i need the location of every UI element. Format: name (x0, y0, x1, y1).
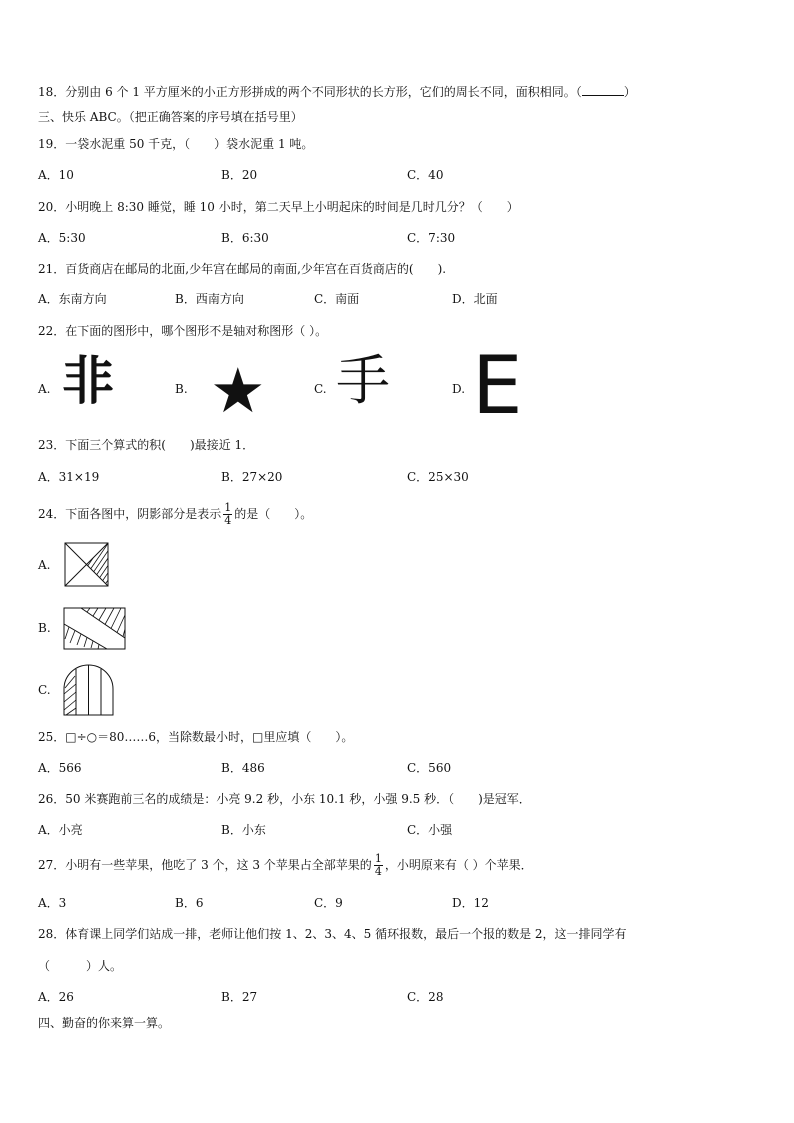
q28-option-b[interactable]: B．27 (221, 990, 258, 1004)
q25-option-a[interactable]: A．566 (38, 761, 82, 775)
q20-option-c[interactable]: C．7:30 (407, 231, 456, 245)
q24-label-a[interactable]: A. (38, 558, 51, 572)
q21-option-c[interactable]: C．南面 (314, 292, 360, 306)
q22-figure-shou: 手 (336, 349, 390, 412)
question-24-text: 24．下面各图中，阴影部分是表示 (38, 507, 222, 521)
question-24-tail: 的是（ ）。 (234, 507, 313, 521)
q27-option-d[interactable]: D．12 (452, 896, 489, 910)
fraction-one-quarter (374, 853, 383, 878)
question-18-text: 18．分别由 6 个 1 平方厘米的小正方形拼成的两个不同形状的长方形，它们的周长不同，面积相同。（ (38, 85, 582, 99)
q19-option-a[interactable]: A．10 (38, 168, 74, 182)
q26-option-c[interactable]: C．小强 (407, 823, 453, 837)
q24-figure-c (63, 664, 114, 716)
question-19: 19．一袋水泥重 50 千克，（ ）袋水泥重 1 吨。 (38, 137, 314, 151)
q28-option-c[interactable]: C．28 (407, 990, 444, 1004)
q23-option-a[interactable]: A．31×19 (38, 470, 100, 484)
question-20: 20．小明晚上 8:30 睡觉，睡 10 小时，第二天早上小明起床的时间是几时几分？（ ） (38, 200, 519, 214)
q24-figure-b (63, 607, 126, 650)
q22-figure-star: ★ (210, 354, 266, 427)
question-26: 26．50 米赛跑前三名的成绩是：小亮 9.2 秒，小东 10.1 秒，小强 9.5 秒．（ )是冠军． (38, 792, 531, 806)
q28-option-a[interactable]: A．26 (38, 990, 74, 1004)
question-27-text: 27．小明有一些苹果，他吃了 3 个，这 3 个苹果占全部苹果的 (38, 858, 372, 872)
q24-label-b[interactable]: B. (38, 621, 51, 635)
q23-option-c[interactable]: C．25×30 (407, 470, 469, 484)
q25-option-b[interactable]: B．486 (221, 761, 265, 775)
question-24 (38, 500, 312, 528)
q22-figure-e: E (472, 339, 523, 432)
question-25: 25．□÷○＝80……6，当除数最小时，□里应填（ ）。 (38, 730, 354, 744)
q19-option-b[interactable]: B．20 (221, 168, 258, 182)
q22-label-a[interactable]: A. (38, 382, 51, 396)
q21-option-a[interactable]: A．东南方向 (38, 292, 107, 306)
q27-option-a[interactable]: A．3 (38, 896, 67, 910)
question-18-close: ） (623, 85, 636, 99)
q26-option-a[interactable]: A．小亮 (38, 823, 83, 837)
q24-figure-a (64, 542, 109, 587)
question-21: 21．百货商店在邮局的北面,少年宫在邮局的南面,少年宫在百货商店的( ). (38, 262, 447, 276)
q23-option-b[interactable]: B．27×20 (221, 470, 283, 484)
q24-label-c[interactable]: C. (38, 683, 51, 697)
question-18 (38, 84, 636, 100)
q26-option-b[interactable]: B．小东 (221, 823, 266, 837)
section-3-heading: 三、快乐 ABC。（把正确答案的序号填在括号里） (38, 110, 303, 124)
fraction-one-quarter (223, 502, 232, 527)
section-4-heading: 四、勤奋的你来算一算。 (38, 1016, 171, 1030)
fraction-numerator: 1 (224, 501, 232, 514)
q21-option-b[interactable]: B．西南方向 (175, 292, 244, 306)
fraction-denominator: 4 (224, 514, 232, 527)
q19-option-c[interactable]: C．40 (407, 168, 444, 182)
q21-option-d[interactable]: D．北面 (452, 292, 498, 306)
question-27-tail: ，小明原来有（ ）个苹果． (384, 858, 533, 872)
question-28-line2: （ ）人。 (38, 959, 123, 973)
q27-option-b[interactable]: B．6 (175, 896, 204, 910)
q27-option-c[interactable]: C．9 (314, 896, 343, 910)
question-28-line1: 28．体育课上同学们站成一排，老师让他们按 1、2、3、4、5 循环报数，最后一个报的数是 2，这一排同学有 (38, 927, 627, 941)
q20-option-a[interactable]: A．5:30 (38, 231, 86, 245)
q22-figure-fei: 非 (62, 352, 115, 412)
q22-label-c[interactable]: C. (314, 382, 327, 396)
fraction-numerator: 1 (374, 852, 382, 865)
q22-label-b[interactable]: B. (175, 382, 188, 396)
q25-option-c[interactable]: C．560 (407, 761, 452, 775)
q20-option-b[interactable]: B．6:30 (221, 231, 269, 245)
q22-label-d[interactable]: D. (452, 382, 466, 396)
answer-blank[interactable] (582, 84, 624, 96)
question-23: 23．下面三个算式的积( )最接近 1． (38, 438, 255, 452)
fraction-denominator: 4 (374, 865, 382, 878)
question-27 (38, 851, 533, 879)
question-22: 22．在下面的图形中，哪个图形不是轴对称图形（ ）。 (38, 324, 328, 338)
